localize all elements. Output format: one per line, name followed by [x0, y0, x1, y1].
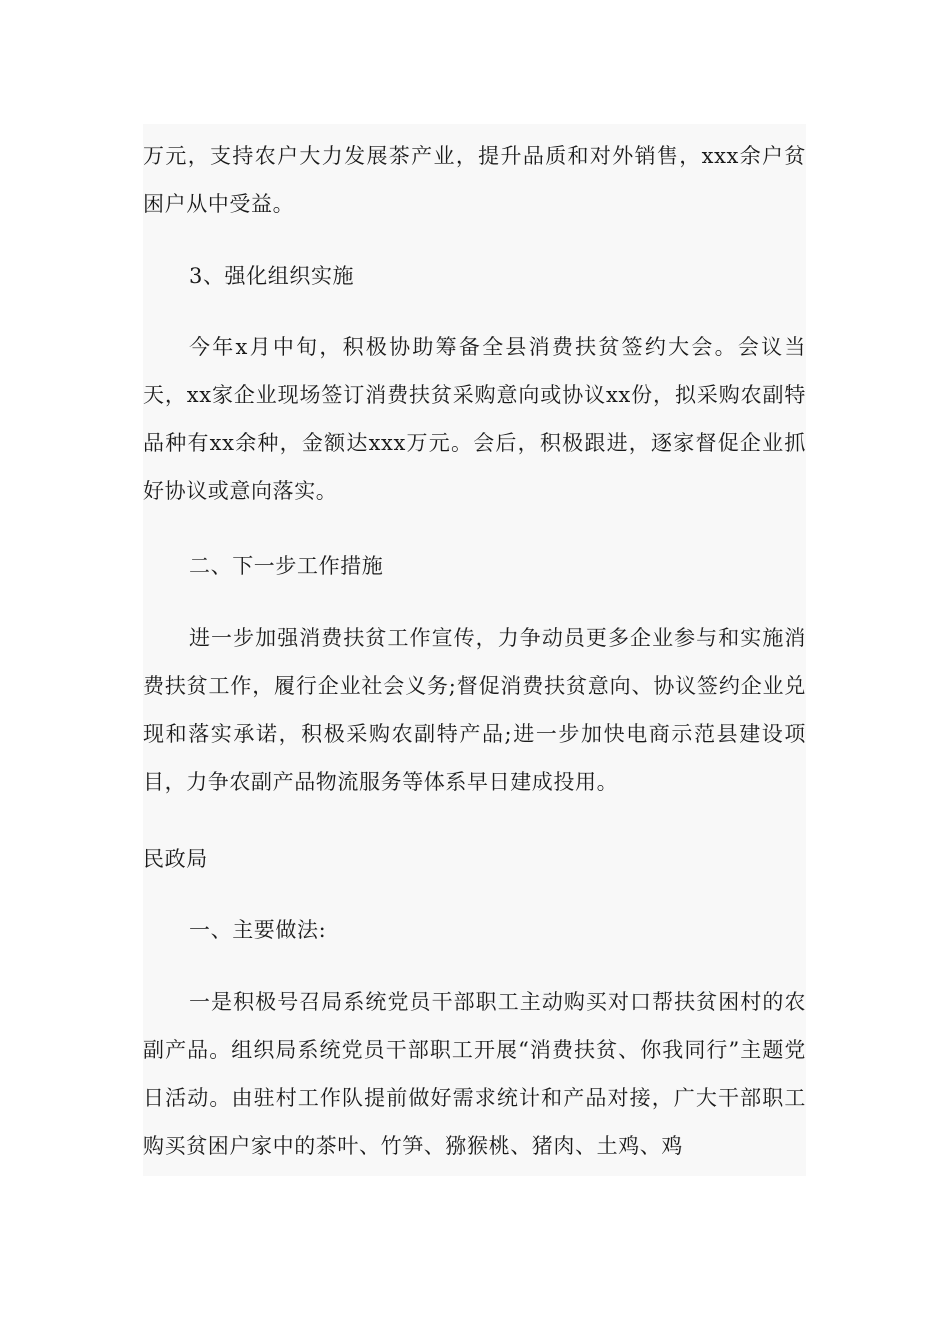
- paragraph-signing-conference: 今年x月中旬，积极协助筹备全县消费扶贫签约大会。会议当天，xx家企业现场签订消费扶贫采购意向或协议xx份，拟采购农副特品种有xx余种，金额达xxx万元。会后，积极跟进，逐家督促企业抓好协议或意向落实。: [143, 335, 806, 503]
- heading-main-practices: 一、主要做法:: [189, 918, 327, 942]
- heading-civil-affairs-bureau: 民政局: [143, 847, 208, 871]
- document-page: [143, 124, 806, 1176]
- heading-next-steps: 二、下一步工作措施: [189, 554, 384, 578]
- heading-strengthen-implementation: 3、强化组织实施: [189, 264, 355, 288]
- paragraph-purchase-campaign: 一是积极号召局系统党员干部职工主动购买对口帮扶贫困村的农副产品。组织局系统党员干部职工开展“消费扶贫、你我同行”主题党日活动。由驻村工作队提前做好需求统计和产品对接，广大干部职工购买贫困户家中的茶叶、竹笋、猕猴桃、猪肉、土鸡、鸡: [143, 990, 806, 1158]
- paragraph-next-steps: 进一步加强消费扶贫工作宣传，力争动员更多企业参与和实施消费扶贫工作，履行企业社会义务;督促消费扶贫意向、协议签约企业兑现和落实承诺，积极采购农副特产品;进一步加快电商示范县建设项目，力争农副产品物流服务等体系早日建成投用。: [143, 626, 806, 794]
- paragraph-tea-industry: 万元，支持农户大力发展茶产业，提升品质和对外销售，xxx余户贫困户从中受益。: [143, 144, 806, 216]
